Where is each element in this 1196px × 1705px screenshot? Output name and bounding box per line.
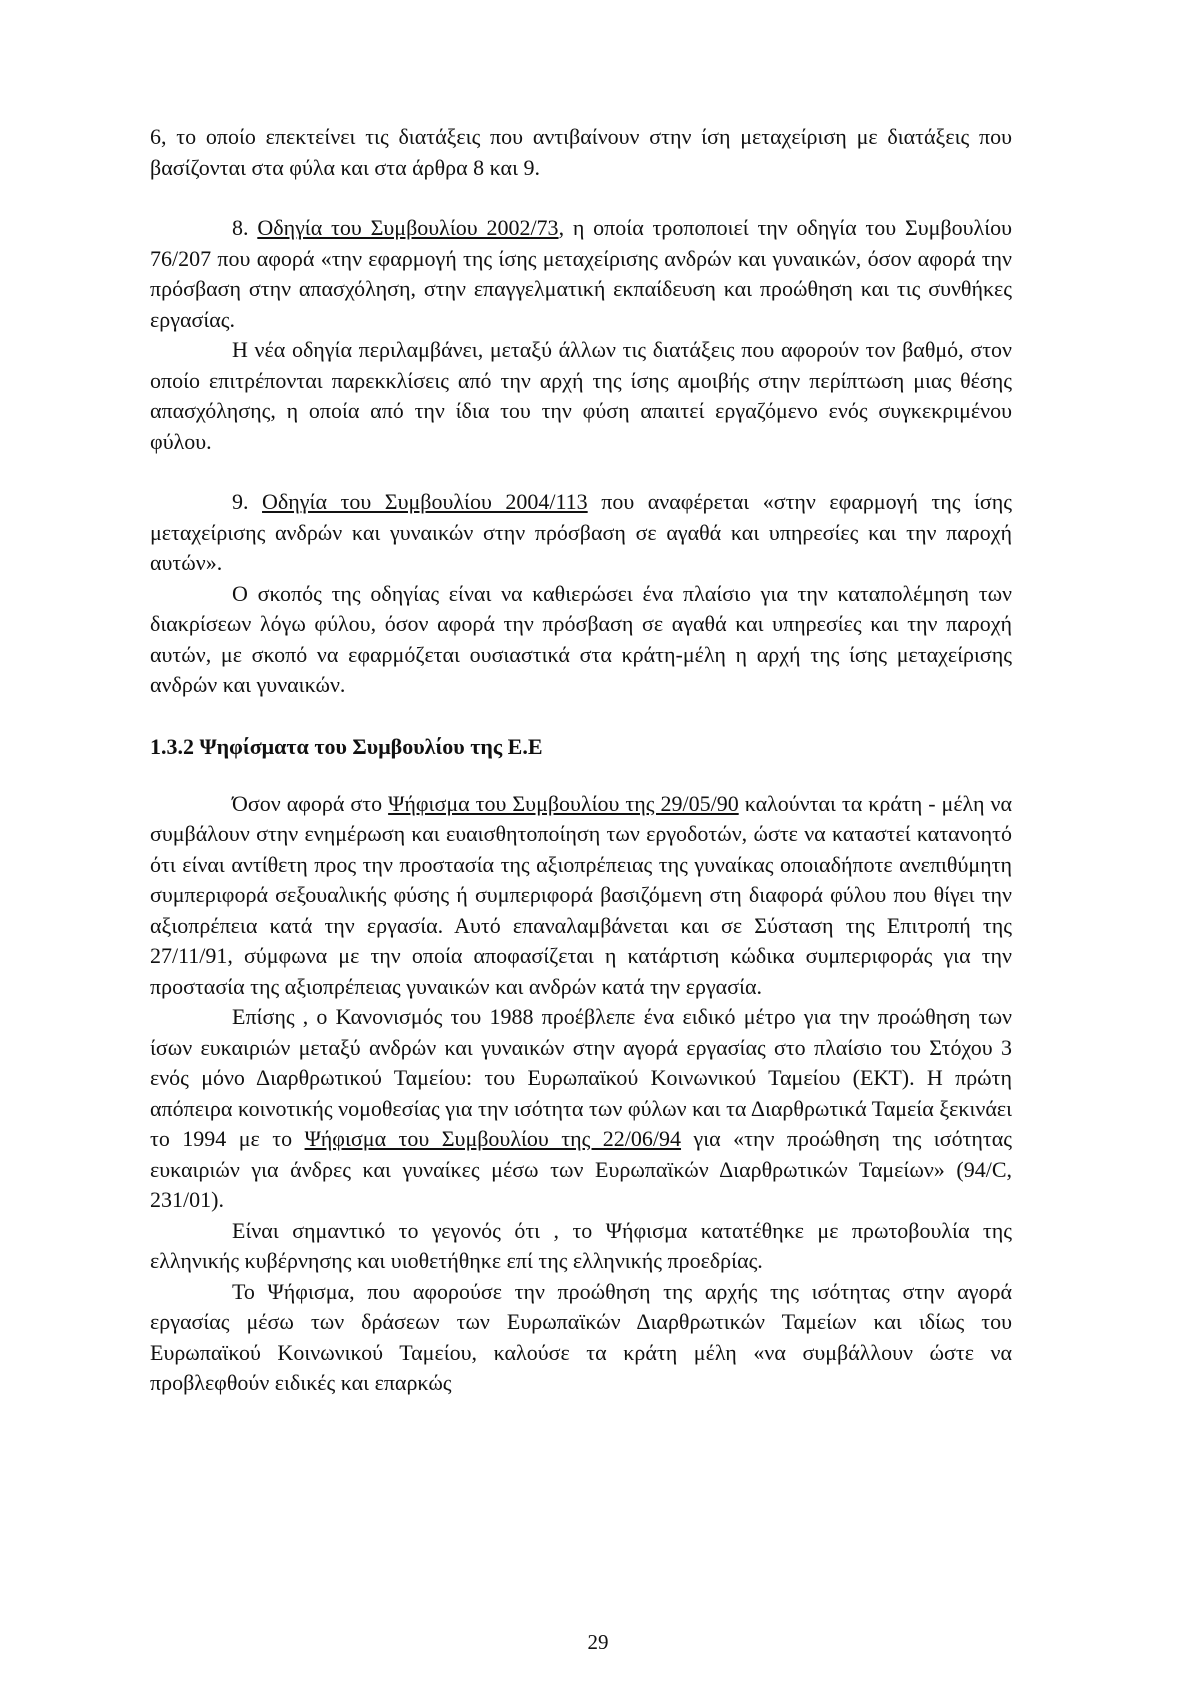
paragraph-text: 6, το οποίο επεκτείνει τις διατάξεις που αντιβαίνουν στην ίση μεταχείριση με διατάξεις που βασίζονται στα φύλα και στα άρθρα 8 και 9. xyxy=(150,124,1012,180)
paragraph-text: Η νέα οδηγία περιλαμβάνει, μεταξύ άλλων τις διατάξεις που αφορούν τον βαθμό, στον οποίο επιτρέπονται παρεκκλίσεις από την αρχή της ίσης αμοιβής στην περίπτωση μιας θέσης απασχόλησης, η οποία από την ίδια του την φύση απαιτεί εργαζόμενο ενός συγκεκριμένου φύλου. xyxy=(150,337,1012,454)
paragraph-text: Το Ψήφισμα, που αφορούσε την προώθηση της αρχής της ισότητας στην αγορά εργασίας μέσω των δράσεων των Ευρωπαϊκών Διαρθρωτικών Ταμείων και ιδίως του Ευρωπαϊκού Κοινωνικού Ταμείου, καλούσε τα κράτη μέλη «να συμβάλλουν ώστε να προβλεφθούν ειδικές και επαρκώς xyxy=(150,1278,1012,1395)
section-heading: 1.3.2 Ψηφίσματα του Συμβουλίου της Ε.Ε xyxy=(150,733,543,759)
greek-initiative-paragraph xyxy=(150,1216,1012,1277)
paragraph-text: καλούνται τα κράτη - μέλη να συμβάλουν στην ενημέρωση και ευαισθητοποίηση των εργοδοτών, ώστε να καταστεί κατανοητό ότι είναι αντίθετη προς την προστασία της αξιοπρέπειας της γυναίκας οποιαδήποτε ανεπιθύμητη συμπεριφορά σεξουαλικής φύσης ή συμπεριφορά βασιζόμενη στη διαφορά φύλου που θίγει την αξιοπρέπεια κατά την εργασία. Αυτό επαναλαμβάνεται και σε Σύσταση της Επιτροπή της 27/11/91, σύμφωνα με την οποία αποφασίζεται η κατάρτιση κώδικα συμπεριφοράς για την προστασία της αξιοπρέπειας γυναικών και ανδρών κατά την εργασία. xyxy=(150,790,1013,999)
spacer xyxy=(150,763,1012,789)
spacer xyxy=(150,457,1012,487)
page-number: 29 xyxy=(587,1630,609,1654)
directive-reference-link[interactable]: Οδηγία του Συμβουλίου 2002/73 xyxy=(257,215,559,240)
paragraph-text: για «την προώθηση της ισότητας ευκαιριών για άνδρες και γυναίκες μέσω των Ευρωπαϊκών Διαρθρωτικών Ταμείων» (94/C, 231/01). xyxy=(150,1126,1013,1212)
directive-item-9 xyxy=(150,487,1012,579)
paragraph-continuation xyxy=(150,122,1012,183)
paragraph-text: Επίσης , ο Κανονισμός του 1988 προέβλεπε ένα ειδικό μέτρο για την προώθηση των ίσων ευκαιριών μεταξύ ανδρών και γυναικών στην αγορά εργασίας στο πλαίσιο του Στόχου 3 ενός μόνο Διαρθρωτικού Ταμείου: του Ευρωπαϊκού Κοινωνικού Ταμείου (ΕΚΤ). Η πρώτη απόπειρα κοινοτικής νομοθεσίας για την ισότητα των φύλων και τα Διαρθρωτικά Ταμεία ξεκινάει το 1994 με το xyxy=(150,1004,1012,1151)
regulation-paragraph-1988 xyxy=(150,1002,1012,1216)
directive-item-8 xyxy=(150,213,1012,335)
paragraph-text: , η οποία τροποποιεί την οδηγία του Συμβουλίου 76/207 που αφορά «την εφαρμογή της ίσης μεταχείρισης ανδρών και γυναικών, όσον αφορά την πρόσβαση στην απασχόληση, στην επαγγελματική εκπαίδευση και προώθηση και τις συνθήκες εργασίας. xyxy=(150,215,1012,332)
item-number: 9. xyxy=(232,489,263,514)
paragraph-text: που αναφέρεται «στην εφαρμογή της ίσης μεταχείρισης ανδρών και γυναικών στην πρόσβαση σε αγαθά και υπηρεσίες και την παροχή αυτών». xyxy=(150,489,1013,575)
resolution-reference-link[interactable]: Ψήφισμα του Συμβουλίου της 22/06/94 xyxy=(304,1126,682,1151)
paragraph-text: Όσον αφορά στο xyxy=(232,790,389,816)
spacer xyxy=(150,183,1012,213)
item-number: 8. xyxy=(232,215,258,240)
directive-description xyxy=(150,335,1012,457)
paragraph-text: Είναι σημαντικό το γεγονός ότι , το Ψήφισμα κατατέθηκε με πρωτοβουλία της ελληνικής κυβέρνησης και υιοθετήθηκε επί της ελληνικής προεδρίας. xyxy=(150,1217,1012,1273)
directive-purpose xyxy=(150,579,1012,701)
resolution-reference-link[interactable]: Ψήφισμα του Συμβουλίου της 29/05/90 xyxy=(388,790,739,816)
resolution-scope-paragraph xyxy=(150,1277,1012,1399)
paragraph-text: Ο σκοπός της οδηγίας είναι να καθιερώσει ένα πλαίσιο για την καταπολέμηση των διακρίσεων λόγω φύλου, όσον αφορά την πρόσβαση σε αγαθά και υπηρεσίες και την παροχή αυτών, με σκοπό να εφαρμόζεται ουσιαστικά στα κράτη-μέλη η αρχή της ίσης μεταχείρισης ανδρών και γυναικών. xyxy=(150,580,1012,697)
spacer xyxy=(150,701,1012,731)
resolution-paragraph-1990 xyxy=(150,789,1012,1003)
directive-reference-link[interactable]: Οδηγία του Συμβουλίου 2004/113 xyxy=(262,489,588,514)
